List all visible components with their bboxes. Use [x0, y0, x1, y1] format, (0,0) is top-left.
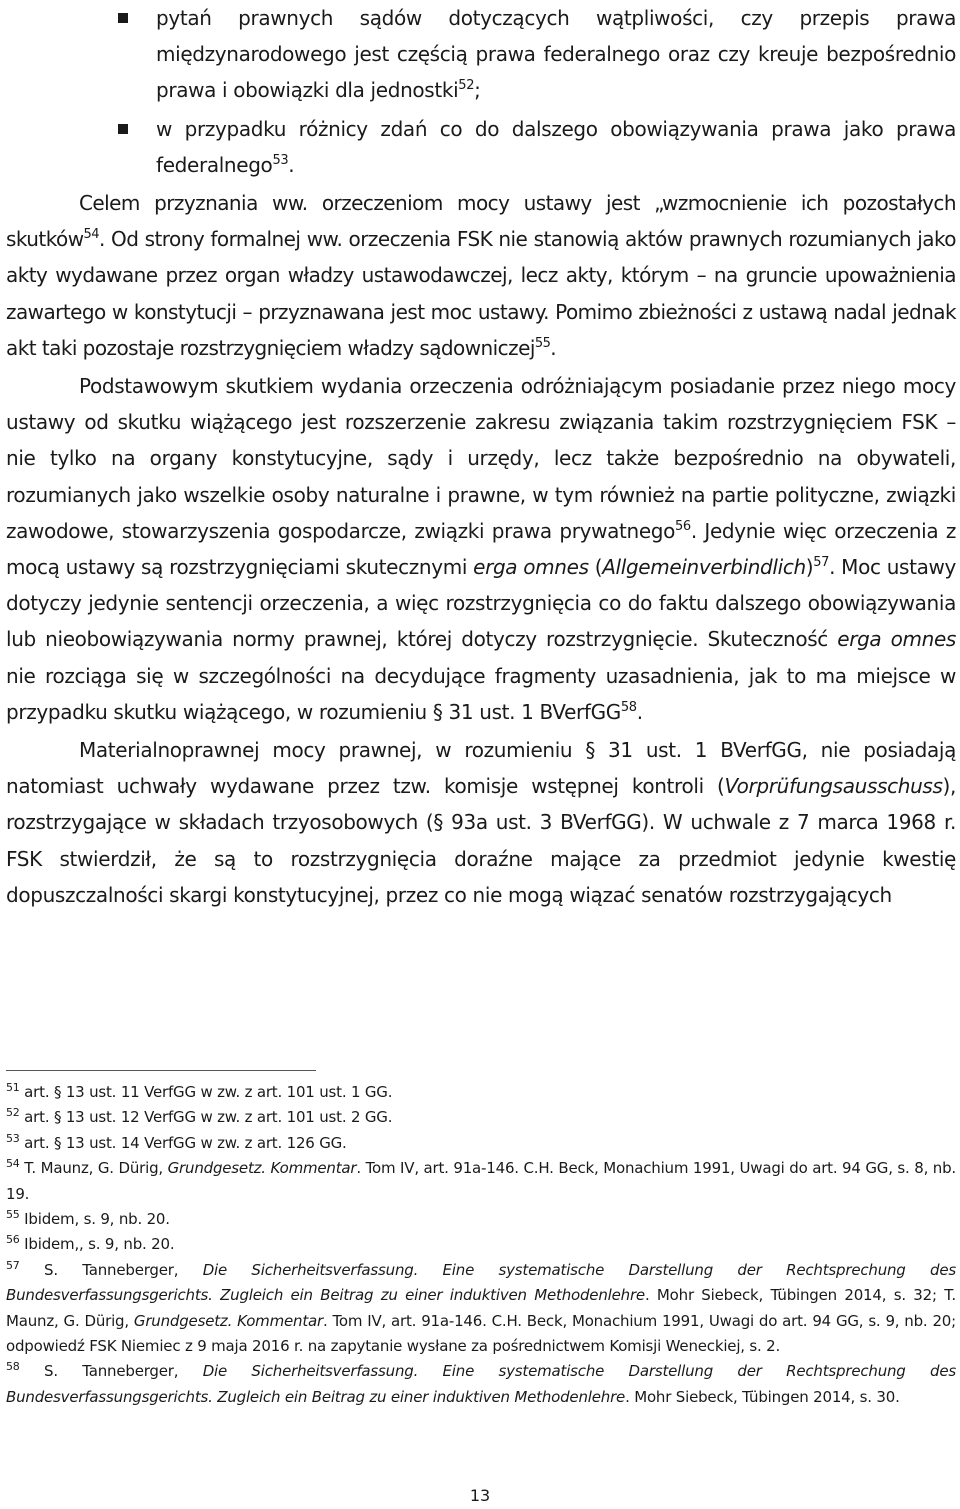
footnote-ref[interactable]: 58: [620, 699, 637, 715]
square-bullet-icon: [118, 124, 128, 134]
footnote-ref[interactable]: 57: [813, 555, 830, 571]
footnote-separator: [6, 1070, 316, 1071]
footnote-56: $^{56}$ Ibidem,, s. 9, nb. 20.: [6, 1233, 175, 1254]
footnote-55: $^{55}$ Ibidem, s. 9, nb. 20.: [6, 1208, 170, 1229]
footnote-ref[interactable]: 54: [83, 227, 99, 243]
footnote-57: $^{57}$ S. Tanneberger, Die Sicherheitsverfassung. Eine systematische Darstellung der Rechtsprechung des Bundesverfassungsgerichts. Zugleich ein Beitrag zu einer induktiven Methodenlehre. Mohr Siebeck, Tübingen 2014, s. 32; T. Maunz, G. Dürig, Grundgesetz. Kommentar. Tom IV, art. 91a-146. C.H. Beck, Monachium 1991, Uwagi do art. 94 GG, s. 9, nb. 20; odpowiedź FSK Niemiec z 9 maja 2016 r. na zapytanie wysłane za pośrednictwem Komisji Weneckiej, s. 2.: [6, 1258, 956, 1356]
footnotes: [6, 1080, 956, 1410]
footnote-ref[interactable]: 53: [272, 152, 289, 168]
footnote-51: $^{51}$ art. § 13 ust. 11 VerfGG w zw. z art. 101 ust. 1 GG.: [6, 1081, 393, 1101]
paragraph-1: Celem przyznania ww. orzeczeniom mocy ustawy jest „wzmocnienie ich pozostałych skutków$^{54}$. Od strony formalnej ww. orzeczenia FSK nie stanowią aktów prawnych rozumianych jako akty wydawane przez organ władzy ustawodawczej, lecz akty, którym – na gruncie upoważnienia zawartego w konstytucji – przyznawana jest moc ustawy. Pomimo zbieżności z ustawą nadal jednak akt taki pozostaje rozstrzygnięciem władzy sądowniczej$^{55}$.: [6, 191, 956, 360]
footnote-54: $^{54}$ T. Maunz, G. Dürig, Grundgesetz. Kommentar. Tom IV, art. 91a-146. C.H. Beck, Monachium 1991, Uwagi do art. 94 GG, s. 8, nb. 19.: [6, 1157, 956, 1203]
bullet-item: pytań prawnych sądów dotyczących wątpliwości, czy przepis prawa międzynarodowego jest częścią prawa federalnego oraz czy kreuje bezpośrednio prawa i obowiązki dla jednostki$^{52}$;: [6, 0, 956, 109]
page-number: 13: [469, 1486, 491, 1505]
footnote-58: $^{58}$ S. Tanneberger, Die Sicherheitsverfassung. Eine systematische Darstellung der Rechtsprechung des Bundesverfassungsgerichts. Zugleich ein Beitrag zu einer induktiven Methodenlehre. Mohr Siebeck, Tübingen 2014, s. 30.: [6, 1360, 956, 1406]
paragraph-3: Materialnoprawnej mocy prawnej, w rozumieniu § 31 ust. 1 BVerfGG, nie posiadają natomiast uchwały wydawane przez tzw. komisje wstępnej kontroli (Vorprüfungsausschuss), rozstrzygające w składach trzyosobowych (§ 93a ust. 3 BVerfGG). W uchwale z 7 marca 1968 r. FSK stwierdził, że są to rozstrzygnięcia doraźne mające za przedmiot jedynie kwestię dopuszczalności skargi konstytucyjnej, przez co nie mogą wiązać senatów rozstrzygających: [6, 738, 956, 907]
footnote-52: $^{52}$ art. § 13 ust. 12 VerfGG w zw. z art. 101 ust. 2 GG.: [6, 1106, 393, 1127]
footnote-53: $^{53}$ art. § 13 ust. 14 VerfGG w zw. z art. 126 GG.: [6, 1131, 347, 1152]
main-text: [6, 0, 956, 913]
footnote-ref[interactable]: 52: [458, 78, 475, 94]
paragraph-2: Podstawowym skutkiem wydania orzeczenia odróżniającym posiadanie przez niego mocy ustawy od skutku wiążącego jest rozszerzenie zakresu związania takim rozstrzygnięciem FSK – nie tylko na organy konstytucyjne, sądy i urzędy, lecz także bezpośrednio na obywateli, rozumianych jako wszelkie osoby naturalne i prawne, w tym również na partie polityczne, związki zawodowe, stowarzyszenia gospodarcze, związki prawa prywatnego$^{56}$. Jedynie więc orzeczenia z mocą ustawy są rozstrzygnięciami skutecznymi erga omnes (Allgemeinverbindlich)$^{57}$. Moc ustawy dotyczy jedynie sentencji orzeczenia, a więc rozstrzygnięcia co do faktu dalszego obowiązywania lub nieobowiązywania normy prawnej, której dotyczy rozstrzygnięcie. Skuteczność erga omnes nie rozciąga się w szczególności na decydujące fragmenty uzasadnienia, jak to ma miejsce w przypadku skutku wiążącego, w rozumieniu § 31 ust. 1 BVerfGG$^{58}$.: [6, 374, 956, 724]
square-bullet-icon: [118, 13, 128, 23]
footnote-ref[interactable]: 55: [534, 335, 551, 351]
footnote-ref[interactable]: 56: [675, 518, 691, 534]
bullet-item: w przypadku różnicy zdań co do dalszego obowiązywania prawa jako prawa federalnego$^{53}$.: [6, 111, 956, 183]
